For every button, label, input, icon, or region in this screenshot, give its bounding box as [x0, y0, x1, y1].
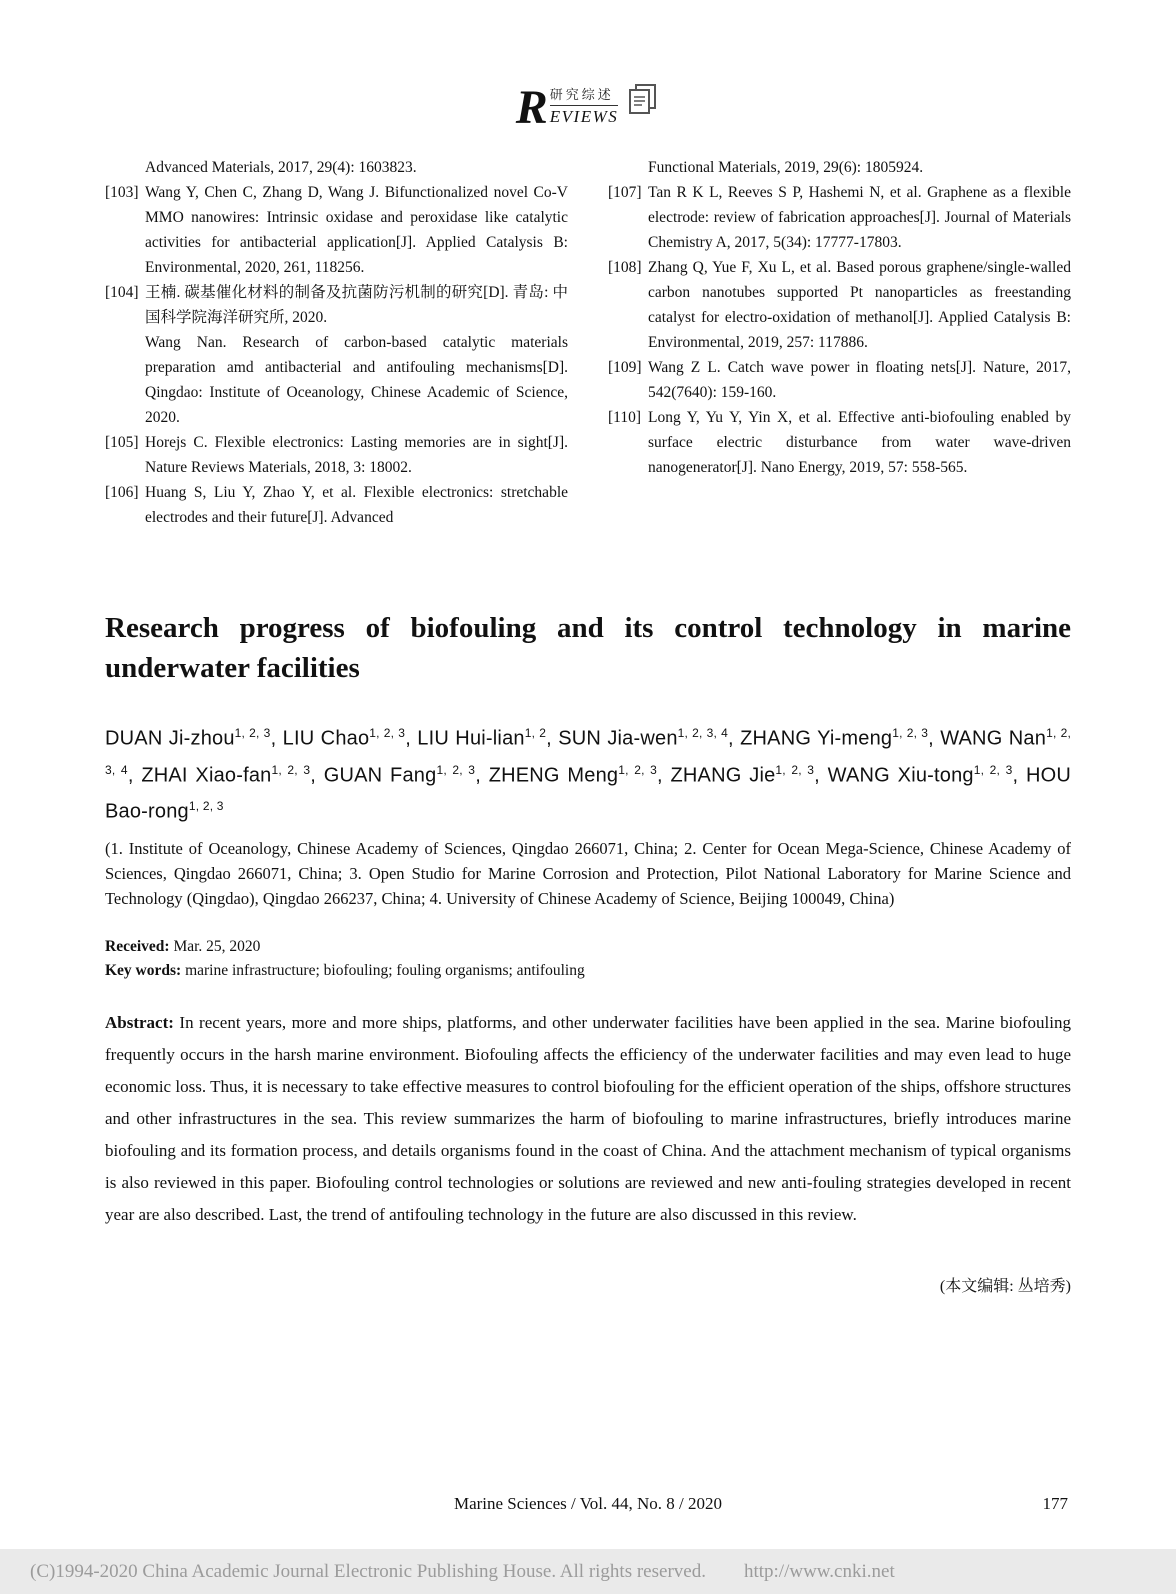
reference-item [105, 480, 568, 530]
author-affiliation-superscript: 1, 2, 3 [892, 726, 929, 741]
reference-text [145, 480, 568, 530]
reference-text [648, 405, 1071, 480]
reference-item [608, 355, 1071, 405]
page-footer [0, 1494, 1176, 1518]
reference-label [105, 155, 145, 180]
journal-info: Marine Sciences / Vol. 44, No. 8 / 2020 [453, 1494, 723, 1513]
author-affiliation-superscript: 1, 2, 3 [436, 762, 476, 777]
author-name: WANG Xiu-tong [827, 764, 974, 787]
reference-item [608, 255, 1071, 355]
author-name: LIU Chao [282, 727, 370, 750]
meta-block [105, 935, 1071, 983]
reference-citation: Wang Y, Chen C, Zhang D, Wang J. Bifunctionalized novel Co-V MMO nanowires: Intrinsic oxidase and peroxidase like catalytic activities for antibacterial application[J]. Applied Catalysis B: Environmental, 2020, 261, 118256. [145, 184, 568, 276]
reference-citation: Tan R K L, Reeves S P, Hashemi N, et al. Graphene as a flexible electrode: review of fabrication approaches[J]. Journal of Materials Chemistry A, 2017, 5(34): 17777-17803. [648, 184, 1071, 251]
reference-text [648, 155, 1071, 180]
document-stack-icon [626, 83, 660, 120]
reference-label: [103] [105, 184, 139, 201]
author-name: LIU Hui-lian [417, 727, 525, 750]
author-name: SUN Jia-wen [558, 727, 678, 750]
reference-text [648, 255, 1071, 355]
article-title: Research progress of biofouling and its control technology in marine underwater facilities [105, 612, 1071, 685]
reference-translation: Wang Nan. Research of carbon-based catalytic materials preparation amd antibacterial and antifouling mechanisms[D]. Qingdao: Institute of Oceanology, Chinese Academic of Science, 2020. [145, 334, 568, 426]
author-name: WANG Nan [940, 727, 1047, 750]
reference-item [105, 155, 568, 180]
reference-label: [109] [608, 359, 642, 376]
author-name: ZHAI Xiao-fan [141, 764, 272, 787]
reference-citation: Advanced Materials, 2017, 29(4): 1603823. [145, 159, 417, 176]
reference-item [608, 405, 1071, 480]
reference-text [648, 180, 1071, 255]
abstract-label: Abstract: [105, 1013, 174, 1032]
copyright-bar [0, 1549, 1176, 1594]
author-name: HOU Bao-rong [105, 764, 1072, 823]
reference-item [105, 180, 568, 280]
author-affiliation-superscript: 1, 2, 3 [271, 762, 311, 777]
reference-text [145, 280, 568, 430]
reference-label: [108] [608, 259, 642, 276]
reference-citation: Horejs C. Flexible electronics: Lasting memories are in sight[J]. Nature Reviews Materials, 2018, 3: 18002. [145, 434, 568, 476]
reference-citation: Long Y, Yu Y, Yin X, et al. Effective anti-biofouling enabled by surface electric disturbance from water wave-driven nanogenerator[J]. Nano Energy, 2019, 57: 558-565. [648, 409, 1071, 476]
author-affiliation-superscript: 1, 2, 3 [234, 726, 271, 741]
references-left-column [105, 155, 568, 530]
affiliations: (1. Institute of Oceanology, Chinese Academy of Sciences, Qingdao 266071, China; 2. Center for Ocean Mega-Science, Chinese Academy of Sciences, Qingdao 266071, China; 3. Open Studio for Marine Corrosion and Protection, Pilot National Laboratory for Marine Science and Technology (Qingdao), Qingdao 266237, China; 4. University of Chinese Academy of Science, Beijing 100049, China) [105, 839, 1071, 908]
references-section [105, 155, 1071, 530]
abstract-text: In recent years, more and more ships, platforms, and other underwater facilities have been applied in the sea. Marine biofouling frequently occurs in the harsh marine environment. Biofouling affects the efficiency of the underwater facilities and may even lead to huge economic loss. Thus, it is necessary to take effective measures to control biofouling for the efficient operation of the ships, offshore structures and other infrastructures in the sea. This review summarizes the harm of biofouling to marine infrastructures, briefly introduces marine biofouling and its formation process, and details organisms found in the coast of China. And the attachment mechanism of typical organisms is also reviewed in this paper. Biofouling control technologies or solutions are reviewed and new anti-fouling strategies developed in recent year are also described. Last, the trend of antifouling technology in the future are also discussed in this review. [105, 1013, 1071, 1224]
reference-label: [104] [105, 284, 139, 301]
reference-citation: 王楠. 碳基催化材料的制备及抗菌防污机制的研究[D]. 青岛: 中国科学院海洋研究所, 2020. [145, 284, 568, 326]
author-affiliation-superscript: 1, 2, 3, 4 [105, 726, 1071, 777]
reference-label: [106] [105, 484, 139, 501]
reference-citation: Wang Z L. Catch wave power in floating nets[J]. Nature, 2017, 542(7640): 159-160. [648, 359, 1071, 401]
abstract [105, 1007, 1071, 1231]
author-affiliation-superscript: 1, 2, 3, 4 [677, 726, 729, 741]
reviews-logo-text-block [550, 84, 618, 127]
author-name: GUAN Fang [323, 764, 437, 787]
keywords-line [105, 959, 1071, 983]
editor-note: (本文编辑: 丛培秀) [939, 1278, 1071, 1295]
author-affiliation-superscript: 1, 2, 3 [775, 762, 815, 777]
reference-citation: Huang S, Liu Y, Zhao Y, et al. Flexible electronics: stretchable electrodes and their future[J]. Advanced [145, 484, 568, 526]
author-affiliation-superscript: 1, 2, 3 [188, 799, 224, 814]
keywords-label: Key words: [105, 962, 182, 979]
reference-text [145, 430, 568, 480]
reference-item [105, 430, 568, 480]
received-value: Mar. 25, 2020 [169, 938, 261, 955]
keywords-value: marine infrastructure; biofouling; fouling organisms; antifouling [181, 962, 585, 979]
author-affiliation-superscript: 1, 2, 3 [618, 762, 657, 777]
page-number: 177 [1042, 1494, 1068, 1513]
reviews-logo-chinese-label: 研究综述 [550, 84, 618, 106]
reference-item [608, 180, 1071, 255]
author-name: ZHENG Meng [488, 764, 619, 787]
author-name: ZHANG Jie [670, 764, 776, 787]
author-name: DUAN Ji-zhou [105, 727, 235, 750]
reviews-logo-english-label: EVIEWS [549, 107, 619, 126]
reviews-logo [0, 0, 1176, 134]
author-affiliation-superscript: 1, 2 [524, 726, 547, 741]
author-affiliation-superscript: 1, 2, 3 [369, 726, 406, 741]
reference-label [608, 155, 648, 180]
reference-item [105, 280, 568, 430]
references-right-column [608, 155, 1071, 530]
reference-item [608, 155, 1071, 180]
reference-label: [107] [608, 184, 642, 201]
reference-text [648, 355, 1071, 405]
reference-label: [105] [105, 434, 139, 451]
cnki-url: http://www.cnki.net [743, 1560, 895, 1582]
author-affiliation-superscript: 1, 2, 3 [973, 762, 1013, 777]
received-line [105, 935, 1071, 959]
reference-citation: Functional Materials, 2019, 29(6): 1805924. [648, 159, 924, 176]
reference-citation: Zhang Q, Yue F, Xu L, et al. Based porous graphene/single-walled carbon nanotubes supported Pt nanoparticles as freestanding catalyst for electro-oxidation of methanol[J]. Applied Catalysis B: Environmental, 2019, 257: 117886. [648, 259, 1071, 351]
received-label: Received: [105, 938, 170, 955]
reference-text [145, 155, 568, 180]
copyright-text: (C)1994-2020 China Academic Journal Electronic Publishing House. All rights reserved. [30, 1560, 706, 1582]
reference-text [145, 180, 568, 280]
author-list: DUAN Ji-zhou$^{1, 2, 3}$, LIU Chao$^{1, 2, 3}$, LIU Hui-lian$^{1, 2}$, SUN Jia-wen$^{1, 2, 3, 4}$, ZHANG Yi-meng$^{1, 2, 3}$, WANG Nan$^{1, 2, 3, 4}$, ZHAI Xiao-fan$^{1, 2, 3}$, GUAN Fang$^{1, 2, 3}$, ZHENG Meng$^{1, 2, 3}$, ZHANG Jie$^{1, 2, 3}$, WANG Xiu-tong$^{1, 2, 3}$, HOU Bao-rong$^{1, 2, 3}$ [105, 726, 1072, 823]
author-name: ZHANG Yi-meng [740, 727, 893, 750]
reference-label: [110] [608, 409, 641, 426]
reviews-logo-letter: R [515, 80, 548, 134]
